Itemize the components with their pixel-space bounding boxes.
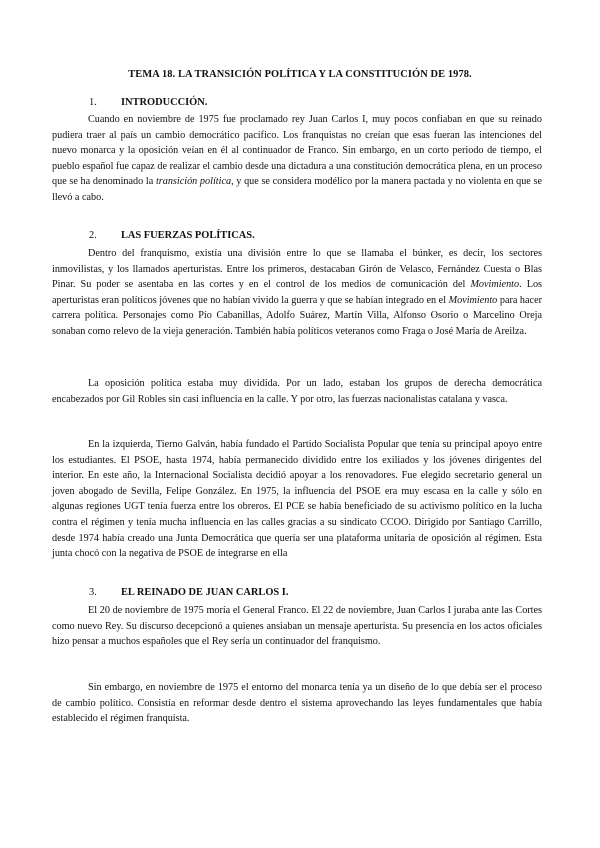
text-run: Dentro del franquismo, existía una división entre lo que se llamaba el búnker, es decir, los sectores inmovilistas, y los llamados aperturistas. Entre los primeros, destacaban Girón de Velasco, Fernández Cuesta o Blas Pinar. Su poder se asentaba en las cortes y en el control de los medios de comunicación del bbox=[52, 248, 542, 291]
page-title: TEMA 18. LA TRANSICIÓN POLÍTICA Y LA CONSTITUCIÓN DE 1978. bbox=[128, 69, 472, 80]
paragraph bbox=[52, 680, 542, 727]
text-run: El 20 de noviembre de 1975 moría el General Franco. El 22 de noviembre, Juan Carlos I juraba ante las Cortes como nuevo Rey. Su discurso decepcionó a quienes ansiaban un mensaje aperturista. Su presencia en los actos oficiales hizo pensar a muchos españoles que el Rey sería un continuador del franquismo. bbox=[52, 605, 542, 648]
text-run: para hacer carrera política. Personajes como Pío Cabanillas, Adolfo Suárez, Martín Villa, Alfonso Osorio o Marcelino Oreja sonaban como relevo de la vieja generación. También había políticos veteranos como Fraga o José María de Areilza. bbox=[52, 294, 542, 337]
text-run: En la izquierda, Tierno Galván, había fundado el Partido Socialista Popular que tenía su principal apoyo entre los estudiantes. El PSOE, hasta 1974, había permanecido dividido entre los exiliados y los jóvenes dirigentes del interior. En este año, la Internacional Socialista decidió apoyar a los renovadores. Fue elegido secretario general un joven abogado de Sevilla, Felipe González. En 1975, la influencia del PSOE era muy escasa en la calle y sólo en algunas regiones UGT tenía fuerza entre los obreros. El PCE se había beneficiado de su activismo político en la lucha contra el régimen y tenía mucha influencia en las calles gracias a su sindicato CCOO. Dirigido por Santiago Carrillo, desde 1974 había creado una Junta Democrática que quería ser una plataforma unitaria de oposición al régimen. Esta junta chocó con la negativa de PSOE de integrarse en ella bbox=[52, 439, 542, 560]
section-heading-fuerzas-politicas bbox=[89, 230, 255, 241]
section-title: INTRODUCCIÓN. bbox=[121, 97, 208, 108]
paragraph bbox=[52, 603, 542, 650]
text-run: Cuando en noviembre de 1975 fue proclamado rey Juan Carlos I, muy pocos confiaban en que su reinado pudiera traer al país un cambio democrático pacífico. Los franquistas no creían que esas fueran las intenciones del nuevo monarca y la oposición veían en él al continuador de Franco. Sin embargo, en un corto periodo de tiempo, el pueblo español fue capaz de realizar el cambio desde una dictadura a una constitución democrática plena, en un proceso que se ha denominado la bbox=[52, 114, 542, 188]
paragraph bbox=[52, 112, 542, 206]
text-run: . Los aperturistas eran políticos jóvenes que no habían vivido la guerra y que se habían integrado en el bbox=[52, 279, 542, 306]
paragraph bbox=[52, 376, 542, 407]
text-run-italic: transición política bbox=[155, 176, 232, 188]
section-number: 1. bbox=[89, 97, 97, 108]
text-run-italic: Movimiento bbox=[448, 294, 498, 306]
section-title: EL REINADO DE JUAN CARLOS I. bbox=[121, 587, 289, 598]
section-number: 3. bbox=[89, 587, 97, 598]
section-title: LAS FUERZAS POLÍTICAS. bbox=[121, 230, 255, 241]
text-run: , y que se considera modélico por la manera pactada y no violenta en que se llevó a cabo. bbox=[52, 176, 542, 203]
section-number: 2. bbox=[89, 230, 97, 241]
text-run: La oposición política estaba muy dividida. Por un lado, estaban los grupos de derecha democrática encabezados por Gil Robles sin casi influencia en la calle. Y por otro, las fuerzas nacionalistas catalana y vasca. bbox=[52, 378, 542, 405]
text-run-italic: Movimiento bbox=[470, 279, 520, 291]
paragraph bbox=[52, 246, 542, 340]
text-run: Sin embargo, en noviembre de 1975 el entorno del monarca tenía ya un diseño de lo que debía ser el proceso de cambio político. Consistía en reformar desde dentro el sistema aprovechando las leyes fundamentales que había establecido el régimen franquista. bbox=[52, 682, 542, 725]
section-heading-introduccion bbox=[89, 97, 207, 108]
paragraph bbox=[52, 437, 542, 562]
section-heading-reinado bbox=[89, 587, 288, 598]
